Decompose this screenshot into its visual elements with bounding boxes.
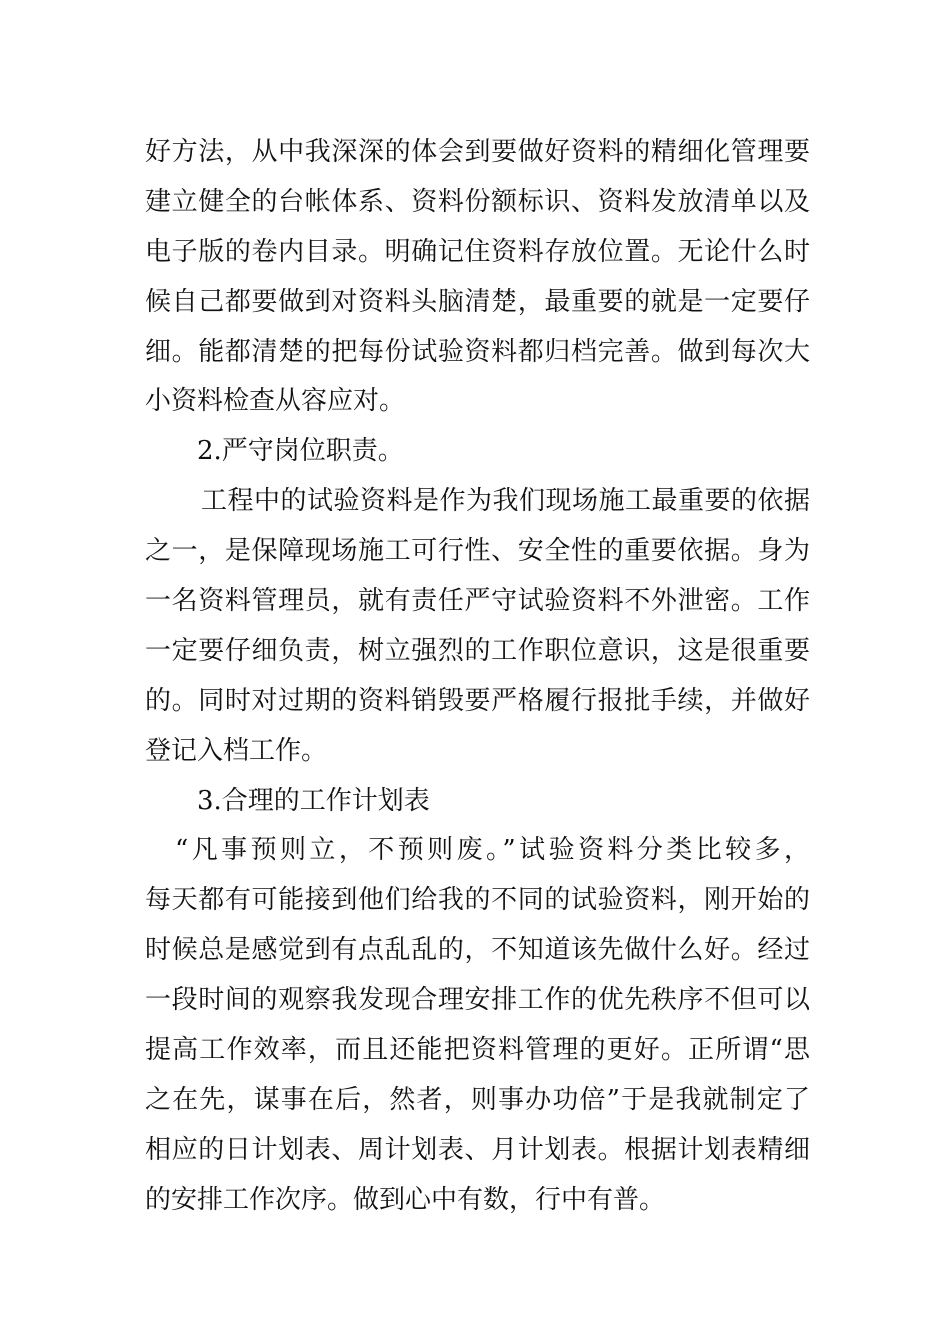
text-line: “凡事预则立，不预则废。”试验资料分类比较多，	[175, 835, 810, 866]
text-line: 的。同时对过期的资料销毁要严格履行报批手续，并做好	[145, 685, 810, 716]
text-line: 工程中的试验资料是作为我们现场施工最重要的依据	[201, 486, 810, 517]
text-line: 每天都有可能接到他们给我的不同的试验资料，刚开始的	[145, 885, 810, 916]
text-line: 一定要仔细负责，树立强烈的工作职位意识，这是很重要	[145, 635, 810, 666]
text-line: 相应的日计划表、周计划表、月计划表。根据计划表精细	[145, 1134, 810, 1165]
text-line: 电子版的卷内目录。明确记住资料存放位置。无论什么时	[145, 236, 810, 267]
section-heading: 2.严守岗位职责。	[197, 436, 404, 467]
text-line: 一段时间的观察我发现合理安排工作的优先秩序不但可以	[145, 985, 810, 1016]
text-line: 之在先，谋事在后，然者，则事办功倍”于是我就制定了	[145, 1084, 810, 1115]
text-line: 好方法，从中我深深的体会到要做好资料的精细化管理要	[145, 137, 810, 167]
section-heading: 3.合理的工作计划表	[197, 785, 430, 816]
text-line: 之一，是保障现场施工可行性、安全性的重要依据。身为	[145, 536, 810, 567]
text-line: 建立健全的台帐体系、资料份额标识、资料发放清单以及	[145, 186, 810, 217]
text-line: 时候总是感觉到有点乱乱的，不知道该先做什么好。经过	[145, 935, 810, 966]
text-line: 小资料检查从容应对。	[145, 386, 406, 417]
text-line: 的安排工作次序。做到心中有数，行中有普。	[145, 1184, 666, 1215]
document-body	[145, 128, 810, 1226]
text-line: 提高工作效率，而且还能把资料管理的更好。正所谓“思	[145, 1035, 810, 1066]
text-line: 登记入档工作。	[145, 735, 328, 766]
text-line: 候自己都要做到对资料头脑清楚，最重要的就是一定要仔	[145, 286, 810, 317]
text-line: 细。能都清楚的把每份试验资料都归档完善。做到每次大	[145, 336, 810, 367]
text-line: 一名资料管理员，就有责任严守试验资料不外泄密。工作	[145, 586, 810, 617]
